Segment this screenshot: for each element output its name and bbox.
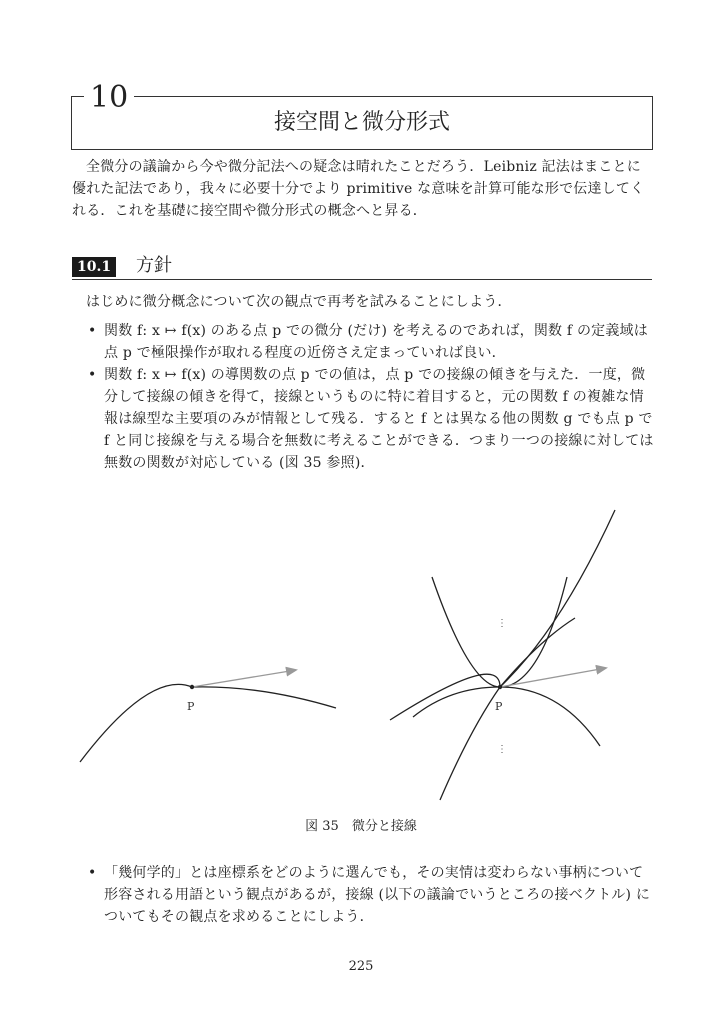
- chapter-intro-paragraph: 全微分の議論から今や微分記法への疑念は晴れたことだろう．Leibniz 記法はまことに優れた記法であり，我々に必要十分でより primitive な意味を計算可能な形で伝達してくれる．これを基礎に接空間や微分形式の概念へと昇る．: [72, 159, 645, 219]
- right-tangent-point: [498, 685, 502, 689]
- right-curve-steep: [390, 510, 615, 720]
- right-curve-parabola-down: [413, 687, 600, 746]
- section-number: 10.1: [72, 257, 116, 277]
- chapter-number: 10: [84, 80, 134, 116]
- page-number: 225: [348, 959, 374, 974]
- right-point-label: P: [495, 700, 503, 713]
- tangent-figure: [0, 500, 722, 820]
- bullet-item-3: [88, 862, 656, 928]
- bullet-item-1: [88, 320, 656, 364]
- bullet-item-2: [88, 364, 656, 474]
- bullet-dot: •: [88, 367, 97, 383]
- bullet-dot: •: [88, 865, 97, 881]
- figure-caption: 図 35 微分と接線: [305, 819, 417, 834]
- bullet-dot: •: [88, 323, 97, 339]
- left-tangent-point: [190, 685, 194, 689]
- ellipsis-bottom: ⋮: [497, 744, 507, 755]
- section-intro-paragraph: はじめに微分概念について次の観点で再考を試みることにしよう．: [86, 294, 512, 310]
- left-tangent-arrow: [192, 670, 296, 687]
- section-title: 方針: [136, 255, 172, 276]
- bullet-text: 関数 f: x ↦ f(x) のある点 p での微分 (だけ) を考えるのであれば，関数 f の定義域は点 p で極限操作が取れる程度の近傍さえ定まっていれば良い．: [104, 323, 648, 361]
- left-point-label: P: [187, 700, 195, 713]
- bullet-text: 関数 f: x ↦ f(x) の導関数の点 p での値は，点 p での接線の傾きを与えた．一度，微分して接線の傾きを得て，接線というものに特に着目すると，元の関数 f の複雑な情報は線型な主要項のみが情報として残る．すると f とは異なる他の関数 g でも点 p で f と同じ接線を与える場合を無数に考えることができる．つまり一つの接線に対しては無数の関数が対応している (図 35 参照)．: [104, 367, 654, 471]
- chapter-title: 接空間と微分形式: [273, 110, 450, 135]
- section-heading: [72, 254, 652, 280]
- left-curve: [80, 684, 336, 762]
- ellipsis-top: ⋮: [497, 618, 507, 629]
- bullet-text: 「幾何学的」とは座標系をどのように選んでも，その実情は変わらない事柄について形容される用語という観点があるが，接線 (以下の議論でいうところの接ベクトル) についてもその観点を求めることにしよう．: [104, 865, 651, 925]
